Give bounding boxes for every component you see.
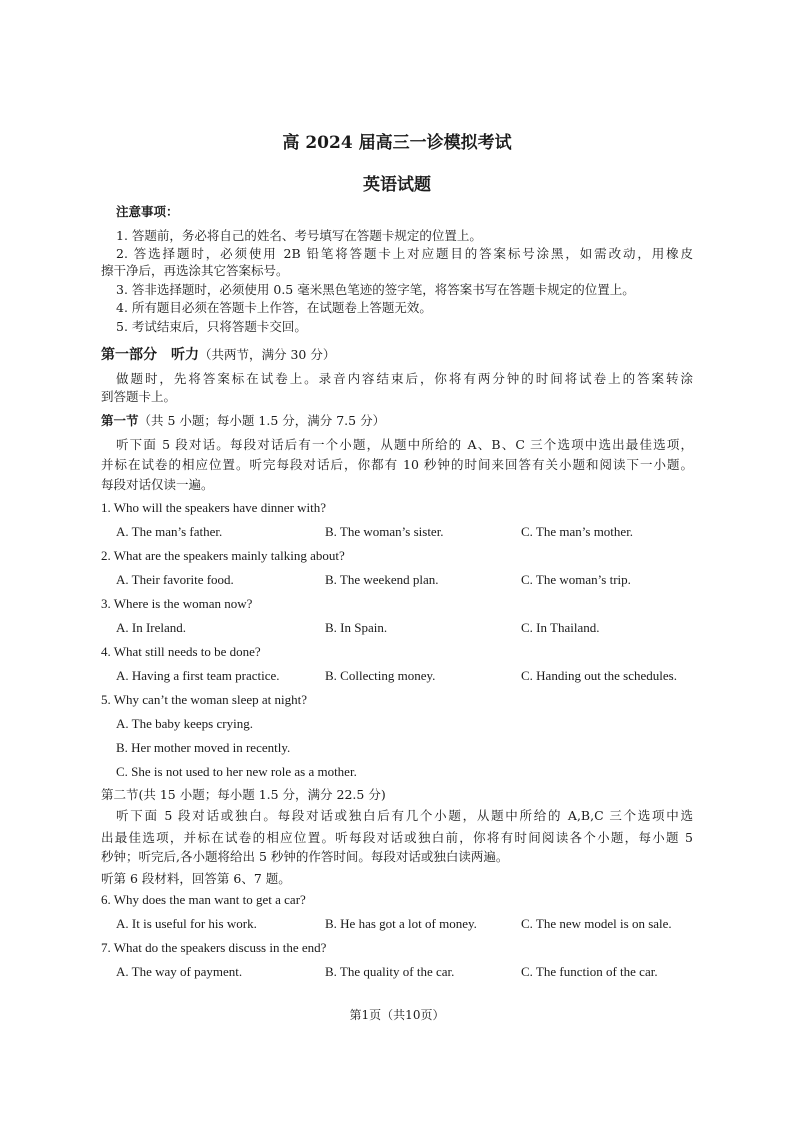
option-6c[interactable]: C. The new model is on sale. xyxy=(521,916,672,931)
option-6b[interactable]: B. He has got a lot of money. xyxy=(325,916,477,931)
part1-intro-line: 做题时，先将答案标在试卷上。录音内容结束后，你将有两分钟的时间将试卷上的答案转涂 xyxy=(116,371,693,386)
option-4b[interactable]: B. Collecting money. xyxy=(325,668,436,683)
option-3b[interactable]: B. In Spain. xyxy=(325,620,388,635)
question-7: 7. What do the speakers discuss in the end? xyxy=(101,940,327,955)
section1-note: （共 5 小题；每小题 1.5 分，满分 7.5 分） xyxy=(138,413,386,428)
section1-intro-line: 每段对话仅读一遍。 xyxy=(101,477,214,492)
question-1: 1. Who will the speakers have dinner with? xyxy=(101,500,327,515)
question-6: 6. Why does the man want to get a car? xyxy=(101,892,306,907)
notice-line: 5. 考试结束后，只将答题卡交回。 xyxy=(116,319,307,334)
option-7a[interactable]: A. The way of payment. xyxy=(116,964,243,979)
option-1a[interactable]: A. The man’s father. xyxy=(116,524,223,539)
question-3: 3. Where is the woman now? xyxy=(101,596,253,611)
question-4: 4. What still needs to be done? xyxy=(101,644,261,659)
section2-intro-line: 秒钟；听完后,各小题将给出 5 秒钟的作答时间。每段对话或独白读两遍。 xyxy=(101,849,509,864)
question-5: 5. Why can’t the woman sleep at night? xyxy=(101,692,308,707)
page-number: 第1页（共10页） xyxy=(349,1008,445,1022)
option-4c[interactable]: C. Handing out the schedules. xyxy=(521,668,677,683)
section2-intro-line: 出最佳选项，并标在试卷的相应位置。听每段对话或独白前，你将有时间阅读各个小题，每小题 5 xyxy=(101,830,693,845)
option-7b[interactable]: B. The quality of the car. xyxy=(325,964,455,979)
option-5a[interactable]: A. The baby keeps crying. xyxy=(116,716,253,731)
notice-line: 擦干净后，再选涂其它答案标号。 xyxy=(101,263,289,278)
option-1b[interactable]: B. The woman’s sister. xyxy=(325,524,444,539)
part1-title: 第一部分 听力 xyxy=(101,347,199,363)
section2-heading: 第二节(共 15 小题；每小题 1.5 分，满分 22.5 分) xyxy=(101,787,386,802)
notice-line: 4. 所有题目必须在答题卡上作答，在试题卷上答题无效。 xyxy=(116,300,432,315)
section1-title: 第一节 xyxy=(101,413,139,428)
section1-intro-line: 听下面 5 段对话。每段对话后有一个小题，从题中所给的 A、B、C 三个选项中选出最佳选项， xyxy=(116,437,693,452)
section1-intro-line: 并标在试卷的相应位置。听完每段对话后，你都有 10 秒钟的时间来回答有关小题和阅读下一小题。 xyxy=(101,457,693,472)
notice-line: 1. 答题前，务必将自己的姓名、考号填写在答题卡规定的位置上。 xyxy=(116,228,482,243)
notice-heading: 注意事项： xyxy=(116,204,179,219)
section2-intro-line: 听下面 5 段对话或独白。每段对话或独白后有几个小题，从题中所给的 A,B,C 三个选项中选 xyxy=(116,808,693,823)
option-6a[interactable]: A. It is useful for his work. xyxy=(116,916,257,931)
option-3a[interactable]: A. In Ireland. xyxy=(116,620,187,635)
notice-line: 3. 答非选择题时，必须使用 0.5 毫米黑色笔迹的签字笔，将答案书写在答题卡规定的位置上。 xyxy=(116,282,635,297)
option-2c[interactable]: C. The woman’s trip. xyxy=(521,572,631,587)
part1-intro-line: 到答题卡上。 xyxy=(101,389,177,404)
exam-title: 高 2024 届高三一诊模拟考试 xyxy=(282,133,512,153)
exam-subtitle: 英语试题 xyxy=(363,175,431,195)
option-5b[interactable]: B. Her mother moved in recently. xyxy=(116,740,291,755)
option-7c[interactable]: C. The function of the car. xyxy=(521,964,658,979)
option-5c[interactable]: C. She is not used to her new role as a mother. xyxy=(116,764,357,779)
part1-heading xyxy=(101,347,335,363)
part1-note: （共两节，满分 30 分） xyxy=(199,347,336,362)
option-1c[interactable]: C. The man’s mother. xyxy=(521,524,634,539)
option-3c[interactable]: C. In Thailand. xyxy=(521,620,600,635)
question-2: 2. What are the speakers mainly talking about? xyxy=(101,548,345,563)
section1-heading xyxy=(101,413,385,429)
option-4a[interactable]: A. Having a first team practice. xyxy=(116,668,280,683)
material-note: 听第 6 段材料，回答第 6、7 题。 xyxy=(101,871,291,886)
notice-line: 2. 答选择题时，必须使用 2B 铅笔将答题卡上对应题目的答案标号涂黑，如需改动，用橡皮 xyxy=(116,246,693,261)
option-2a[interactable]: A. Their favorite food. xyxy=(116,572,234,587)
option-2b[interactable]: B. The weekend plan. xyxy=(325,572,439,587)
